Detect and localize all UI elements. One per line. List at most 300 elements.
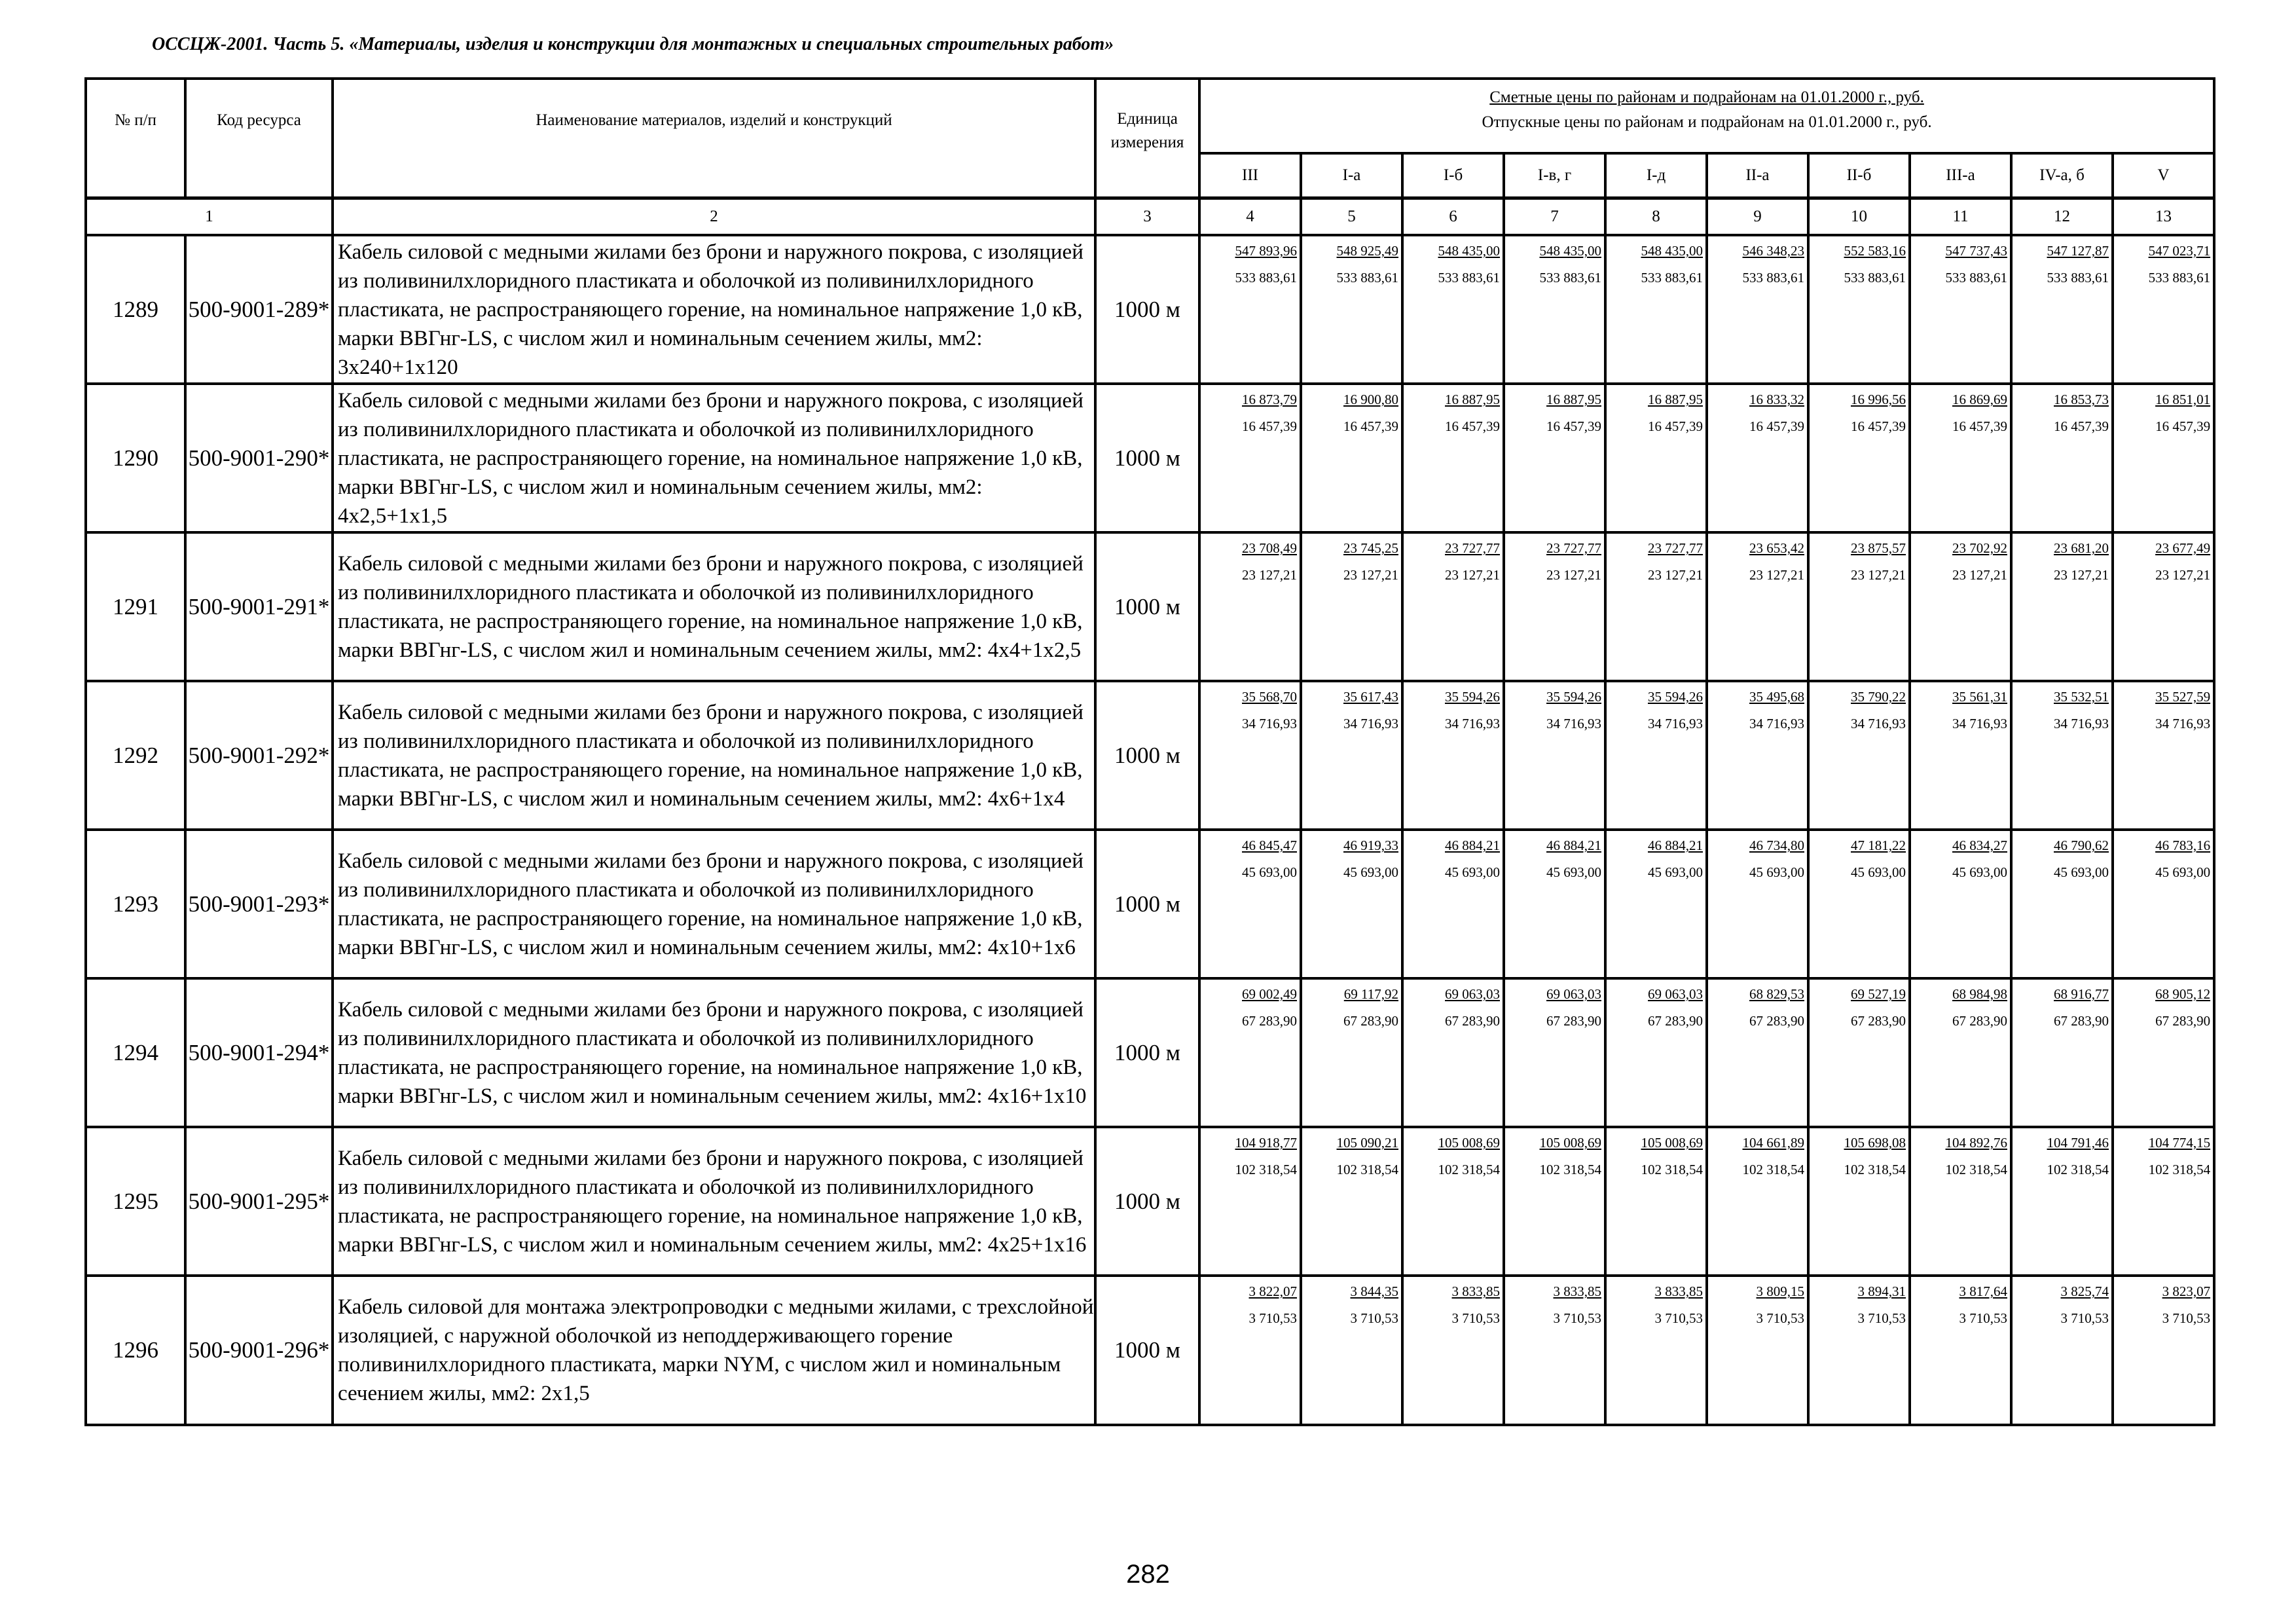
estimate-price: 46 884,21 [1445,838,1500,853]
estimate-price: 548 925,49 [1336,243,1398,259]
price-cell [1301,1127,1402,1276]
estimate-price: 23 727,77 [1445,540,1500,556]
estimate-price: 23 653,42 [1749,540,1804,556]
price-cell [1910,384,2011,532]
column-number: 13 [2113,198,2214,236]
price-cell [1402,830,1504,978]
estimate-price: 104 892,76 [1945,1135,2007,1151]
estimate-price: 69 063,03 [1648,986,1703,1002]
material-name: Кабель силовой для монтажа электропроводки с медными жилами, с трехслойной изоляцией, с наружной оболочкой из неподдерживающего горение поливинилхлоридного пластиката, марки NYM, с числом жил и номинальным сечением жилы, мм2: 2х1,5 [333,1276,1095,1425]
column-number: 7 [1504,198,1605,236]
estimate-price: 35 568,70 [1242,689,1297,705]
estimate-price: 104 661,89 [1742,1135,1804,1151]
unit-of-measure: 1000 м [1095,384,1199,532]
release-price: 16 457,39 [1546,418,1601,434]
unit-header-line2: измерения [1110,134,1184,151]
col-header-code: Код ресурса [185,79,333,198]
estimate-price-header: Сметные цены по районам и подрайонам на 01.01.2000 г., руб. [1489,88,1924,106]
region-header: III [1199,153,1301,198]
unit-of-measure: 1000 м [1095,830,1199,978]
release-price: 67 283,90 [2155,1013,2211,1029]
unit-of-measure: 1000 м [1095,978,1199,1127]
price-cell [1199,235,1301,384]
estimate-price: 47 181,22 [1851,838,1906,853]
estimate-price: 3 822,07 [1248,1283,1297,1299]
estimate-price: 105 008,69 [1438,1135,1500,1151]
price-cell [1910,1127,2011,1276]
release-price: 533 883,61 [1438,270,1500,286]
material-name: Кабель силовой с медными жилами без брони и наружного покрова, с изоляцией из поливинилхлоридного пластиката и оболочкой из поливинилхлоридного пластиката, не распространяющего горение, на номинальное напряжение 1,0 кВ, марки ВВГнг-LS, с числом жил и номинальным сечением жилы, мм2: 4х10+1х6 [333,830,1095,978]
estimate-price: 46 845,47 [1242,838,1297,853]
price-cell [2113,978,2214,1127]
release-price: 23 127,21 [1952,567,2007,583]
estimate-price: 23 875,57 [1851,540,1906,556]
price-cell [1199,1127,1301,1276]
estimate-price: 23 681,20 [2054,540,2109,556]
release-price: 67 283,90 [1546,1013,1601,1029]
region-header: V [2113,153,2214,198]
resource-code: 500-9001-292* [185,681,333,830]
release-price: 533 883,61 [1742,270,1804,286]
unit-of-measure: 1000 м [1095,1127,1199,1276]
estimate-price: 35 527,59 [2155,689,2211,705]
release-price: 102 318,54 [2148,1162,2211,1177]
price-cell [1504,1276,1605,1425]
release-price: 102 318,54 [1641,1162,1703,1177]
price-cell [1504,532,1605,681]
price-cell [1605,830,1707,978]
region-header: I-в, г [1504,153,1605,198]
table-row [86,384,2214,532]
estimate-price: 548 435,00 [1641,243,1703,259]
row-number: 1292 [86,681,185,830]
price-cell [1808,235,1910,384]
release-price: 533 883,61 [1641,270,1703,286]
estimate-price: 105 008,69 [1641,1135,1703,1151]
release-price: 533 883,61 [1945,270,2007,286]
price-cell [2011,532,2113,681]
release-price: 34 716,93 [1445,716,1500,731]
price-cell [1402,384,1504,532]
material-name: Кабель силовой с медными жилами без брони и наружного покрова, с изоляцией из поливинилхлоридного пластиката и оболочкой из поливинилхлоридного пластиката, не распространяющего горение, на номинальное напряжение 1,0 кВ, марки ВВГнг-LS, с числом жил и номинальным сечением жилы, мм2: 4х2,5+1х1,5 [333,384,1095,532]
estimate-price: 69 117,92 [1343,986,1398,1002]
price-cell [1910,830,2011,978]
table-row [86,978,2214,1127]
price-cell [1504,384,1605,532]
release-price: 23 127,21 [1343,567,1398,583]
price-cell [1301,830,1402,978]
release-price: 67 283,90 [1851,1013,1906,1029]
release-price: 3 710,53 [1350,1310,1398,1326]
estimate-price: 3 817,64 [1959,1283,2007,1299]
release-price: 45 693,00 [1343,864,1398,880]
release-price: 533 883,61 [1336,270,1398,286]
release-price: 67 283,90 [1749,1013,1804,1029]
estimate-price: 46 834,27 [1952,838,2007,853]
price-cell [1910,978,2011,1127]
estimate-price: 68 916,77 [2054,986,2109,1002]
price-cell [1402,681,1504,830]
price-cell [1910,681,2011,830]
resource-code: 500-9001-295* [185,1127,333,1276]
table-row [86,532,2214,681]
table-row [86,681,2214,830]
release-price: 34 716,93 [2155,716,2211,731]
column-number: 12 [2011,198,2113,236]
price-cell [2011,1276,2113,1425]
table-row [86,235,2214,384]
price-cell [1199,681,1301,830]
release-price: 16 457,39 [1851,418,1906,434]
release-price: 3 710,53 [1857,1310,1906,1326]
estimate-price: 16 853,73 [2054,392,2109,407]
estimate-price: 3 844,35 [1350,1283,1398,1299]
price-cell [1504,681,1605,830]
estimate-price: 3 823,07 [2162,1283,2211,1299]
release-price: 45 693,00 [2054,864,2109,880]
estimate-price: 547 737,43 [1945,243,2007,259]
price-cell [1707,384,1808,532]
release-price: 3 710,53 [2060,1310,2109,1326]
estimate-price: 16 873,79 [1242,392,1297,407]
estimate-price: 46 884,21 [1648,838,1703,853]
price-cell [1301,681,1402,830]
price-cell [1504,830,1605,978]
estimate-price: 16 851,01 [2155,392,2211,407]
price-cell [2113,681,2214,830]
estimate-price: 46 734,80 [1749,838,1804,853]
resource-code: 500-9001-296* [185,1276,333,1425]
release-price: 16 457,39 [2155,418,2211,434]
price-cell [1402,1127,1504,1276]
release-price: 102 318,54 [1742,1162,1804,1177]
unit-header-line1: Единица [1117,110,1178,128]
release-price: 45 693,00 [1648,864,1703,880]
estimate-price: 3 833,85 [1654,1283,1703,1299]
estimate-price: 46 919,33 [1343,838,1398,853]
price-cell [1402,235,1504,384]
material-name: Кабель силовой с медными жилами без брони и наружного покрова, с изоляцией из поливинилхлоридного пластиката и оболочкой из поливинилхлоридного пластиката, не распространяющего горение, на номинальное напряжение 1,0 кВ, марки ВВГнг-LS, с числом жил и номинальным сечением жилы, мм2: 3х240+1х120 [333,235,1095,384]
column-number: 9 [1707,198,1808,236]
estimate-price: 35 594,26 [1648,689,1703,705]
estimate-price: 35 617,43 [1343,689,1398,705]
material-name: Кабель силовой с медными жилами без брони и наружного покрова, с изоляцией из поливинилхлоридного пластиката и оболочкой из поливинилхлоридного пластиката, не распространяющего горение, на номинальное напряжение 1,0 кВ, марки ВВГнг-LS, с числом жил и номинальным сечением жилы, мм2: 4х6+1х4 [333,681,1095,830]
price-cell [1605,681,1707,830]
release-price: 3 710,53 [1248,1310,1297,1326]
price-cell [1707,681,1808,830]
material-name: Кабель силовой с медными жилами без брони и наружного покрова, с изоляцией из поливинилхлоридного пластиката и оболочкой из поливинилхлоридного пластиката, не распространяющего горение, на номинальное напряжение 1,0 кВ, марки ВВГнг-LS, с числом жил и номинальным сечением жилы, мм2: 4х16+1х10 [333,978,1095,1127]
region-header: I-а [1301,153,1402,198]
price-cell [1808,830,1910,978]
region-header: II-а [1707,153,1808,198]
release-price: 45 693,00 [1952,864,2007,880]
header-row [86,79,2214,153]
price-cell [2113,384,2214,532]
release-price: 102 318,54 [1844,1162,1906,1177]
estimate-price: 35 594,26 [1445,689,1500,705]
row-number: 1296 [86,1276,185,1425]
estimate-price: 23 708,49 [1242,540,1297,556]
estimate-price: 46 783,16 [2155,838,2211,853]
estimate-price: 548 435,00 [1539,243,1601,259]
price-cell [1605,1276,1707,1425]
estimate-price: 69 063,03 [1445,986,1500,1002]
price-cell [1402,1276,1504,1425]
price-cell [1707,1276,1808,1425]
resource-code: 500-9001-289* [185,235,333,384]
release-price: 3 710,53 [2162,1310,2211,1326]
estimate-price: 69 002,49 [1242,986,1297,1002]
region-header: I-д [1605,153,1707,198]
price-cell [1199,532,1301,681]
resource-code: 500-9001-293* [185,830,333,978]
price-cell [1301,1276,1402,1425]
release-price: 16 457,39 [2054,418,2109,434]
release-price: 102 318,54 [1438,1162,1500,1177]
column-number: 10 [1808,198,1910,236]
release-price: 3 710,53 [1451,1310,1500,1326]
column-number: 1 [86,198,333,236]
price-cell [1504,978,1605,1127]
release-price: 16 457,39 [1952,418,2007,434]
estimate-price: 3 833,85 [1553,1283,1601,1299]
estimate-price: 547 127,87 [2047,243,2109,259]
estimate-price: 69 527,19 [1851,986,1906,1002]
release-price: 34 716,93 [1546,716,1601,731]
price-cell [2113,532,2214,681]
estimate-price: 547 893,96 [1235,243,1297,259]
estimate-price: 104 774,15 [2148,1135,2211,1151]
estimate-price: 35 495,68 [1749,689,1804,705]
estimate-price: 23 727,77 [1546,540,1601,556]
estimate-price: 16 996,56 [1851,392,1906,407]
release-price: 67 283,90 [1343,1013,1398,1029]
estimate-price: 35 561,31 [1952,689,2007,705]
release-price: 16 457,39 [1749,418,1804,434]
row-number: 1293 [86,830,185,978]
column-number: 6 [1402,198,1504,236]
release-price: 34 716,93 [1242,716,1297,731]
price-cell [1301,978,1402,1127]
resource-code: 500-9001-290* [185,384,333,532]
page-number: 282 [1126,1560,1170,1589]
price-cell [2113,830,2214,978]
price-cell [1808,532,1910,681]
price-cell [1808,384,1910,532]
estimate-price: 104 918,77 [1235,1135,1297,1151]
price-cell [2011,235,2113,384]
row-number: 1289 [86,235,185,384]
release-price: 34 716,93 [1648,716,1703,731]
release-price: 102 318,54 [2047,1162,2109,1177]
release-price: 23 127,21 [1648,567,1703,583]
release-price: 533 883,61 [2047,270,2109,286]
release-price: 3 710,53 [1553,1310,1601,1326]
price-cell [1808,978,1910,1127]
column-number: 11 [1910,198,2011,236]
column-number: 2 [333,198,1095,236]
release-price: 533 883,61 [1539,270,1601,286]
estimate-price: 68 984,98 [1952,986,2007,1002]
price-cell [2113,235,2214,384]
row-number: 1291 [86,532,185,681]
document-title: ОССЦЖ-2001. Часть 5. «Материалы, изделия и конструкции для монтажных и специальных строительных работ» [152,34,1114,54]
release-price: 67 283,90 [1952,1013,2007,1029]
release-price: 45 693,00 [1749,864,1804,880]
estimate-price: 16 900,80 [1343,392,1398,407]
row-number: 1294 [86,978,185,1127]
unit-of-measure: 1000 м [1095,1276,1199,1425]
release-price: 533 883,61 [1844,270,1906,286]
estimate-price: 16 869,69 [1952,392,2007,407]
release-price: 23 127,21 [1445,567,1500,583]
release-price: 67 283,90 [1242,1013,1297,1029]
table-row [86,1276,2214,1425]
price-cell [1605,978,1707,1127]
col-header-num: № п/п [86,79,185,198]
column-number: 3 [1095,198,1199,236]
price-cell [2011,681,2113,830]
estimate-price: 3 825,74 [2060,1283,2109,1299]
region-header: II-б [1808,153,1910,198]
price-cell [2113,1127,2214,1276]
release-price: 67 283,90 [2054,1013,2109,1029]
price-cell [1808,1276,1910,1425]
estimate-price: 3 833,85 [1451,1283,1500,1299]
price-cell [1910,235,2011,384]
release-price: 45 693,00 [1546,864,1601,880]
price-cell [1605,532,1707,681]
release-price: 23 127,21 [2054,567,2109,583]
estimate-price: 105 008,69 [1539,1135,1601,1151]
table-row [86,830,2214,978]
price-cell [1910,532,2011,681]
estimate-price: 16 887,95 [1648,392,1703,407]
price-cell [1301,384,1402,532]
release-price: 16 457,39 [1648,418,1703,434]
region-header: III-а [1910,153,2011,198]
release-price: 34 716,93 [1343,716,1398,731]
estimate-price: 23 745,25 [1343,540,1398,556]
release-price: 533 883,61 [2148,270,2211,286]
release-price: 34 716,93 [1749,716,1804,731]
price-cell [1910,1276,2011,1425]
release-price: 23 127,21 [1749,567,1804,583]
release-price: 3 710,53 [1959,1310,2007,1326]
release-price-header: Отпускные цены по районам и подрайонам на 01.01.2000 г., руб. [1482,113,1932,131]
row-number: 1295 [86,1127,185,1276]
estimate-price: 35 790,22 [1851,689,1906,705]
release-price: 3 710,53 [1654,1310,1703,1326]
table-row [86,1127,2214,1276]
estimate-price: 552 583,16 [1844,243,1906,259]
price-cell [2011,1127,2113,1276]
estimate-price: 547 023,71 [2148,243,2211,259]
release-price: 102 318,54 [1336,1162,1398,1177]
release-price: 102 318,54 [1539,1162,1601,1177]
estimate-price: 16 887,95 [1546,392,1601,407]
price-cell [1605,1127,1707,1276]
column-number-row [86,198,2214,236]
estimate-price: 23 727,77 [1648,540,1703,556]
release-price: 34 716,93 [1952,716,2007,731]
price-cell [1808,681,1910,830]
price-cell [1199,384,1301,532]
price-cell [1402,532,1504,681]
release-price: 23 127,21 [1851,567,1906,583]
price-cell [2011,978,2113,1127]
region-header: I-б [1402,153,1504,198]
estimate-price: 68 905,12 [2155,986,2211,1002]
release-price: 67 283,90 [1648,1013,1703,1029]
price-cell [1605,235,1707,384]
unit-of-measure: 1000 м [1095,681,1199,830]
release-price: 45 693,00 [2155,864,2211,880]
material-name: Кабель силовой с медными жилами без брони и наружного покрова, с изоляцией из поливинилхлоридного пластиката и оболочкой из поливинилхлоридного пластиката, не распространяющего горение, на номинальное напряжение 1,0 кВ, марки ВВГнг-LS, с числом жил и номинальным сечением жилы, мм2: 4х4+1х2,5 [333,532,1095,681]
price-cell [2011,830,2113,978]
unit-of-measure: 1000 м [1095,235,1199,384]
release-price: 67 283,90 [1445,1013,1500,1029]
region-header: IV-а, б [2011,153,2113,198]
estimate-price: 546 348,23 [1742,243,1804,259]
estimate-price: 35 594,26 [1546,689,1601,705]
estimate-price: 548 435,00 [1438,243,1500,259]
estimate-price: 105 698,08 [1844,1135,1906,1151]
release-price: 16 457,39 [1445,418,1500,434]
estimate-price: 46 790,62 [2054,838,2109,853]
resource-code: 500-9001-291* [185,532,333,681]
price-cell [1199,978,1301,1127]
column-number: 4 [1199,198,1301,236]
column-number: 8 [1605,198,1707,236]
resource-code: 500-9001-294* [185,978,333,1127]
estimate-price: 104 791,46 [2047,1135,2109,1151]
material-name: Кабель силовой с медными жилами без брони и наружного покрова, с изоляцией из поливинилхлоридного пластиката и оболочкой из поливинилхлоридного пластиката, не распространяющего горение, на номинальное напряжение 1,0 кВ, марки ВВГнг-LS, с числом жил и номинальным сечением жилы, мм2: 4х25+1х16 [333,1127,1095,1276]
estimate-price: 35 532,51 [2054,689,2109,705]
price-cell [2113,1276,2214,1425]
price-cell [1301,235,1402,384]
release-price: 34 716,93 [2054,716,2109,731]
price-cell [1301,532,1402,681]
price-cell [1199,830,1301,978]
price-cell [1707,235,1808,384]
release-price: 23 127,21 [1546,567,1601,583]
price-cell [1707,532,1808,681]
price-cell [1707,978,1808,1127]
estimate-price: 3 894,31 [1857,1283,1906,1299]
estimate-price: 16 833,32 [1749,392,1804,407]
estimate-price: 23 677,49 [2155,540,2211,556]
col-header-name: Наименование материалов, изделий и конструкций [333,79,1095,198]
release-price: 45 693,00 [1851,864,1906,880]
price-cell [1707,830,1808,978]
release-price: 45 693,00 [1445,864,1500,880]
estimate-price: 23 702,92 [1952,540,2007,556]
release-price: 45 693,00 [1242,864,1297,880]
price-cell [1605,384,1707,532]
row-number: 1290 [86,384,185,532]
release-price: 23 127,21 [2155,567,2211,583]
release-price: 16 457,39 [1242,418,1297,434]
col-header-unit [1095,79,1199,198]
release-price: 23 127,21 [1242,567,1297,583]
release-price: 16 457,39 [1343,418,1398,434]
col-header-prices [1199,79,2214,153]
estimate-price: 3 809,15 [1756,1283,1804,1299]
estimate-price: 46 884,21 [1546,838,1601,853]
price-cell [1504,235,1605,384]
release-price: 102 318,54 [1235,1162,1297,1177]
